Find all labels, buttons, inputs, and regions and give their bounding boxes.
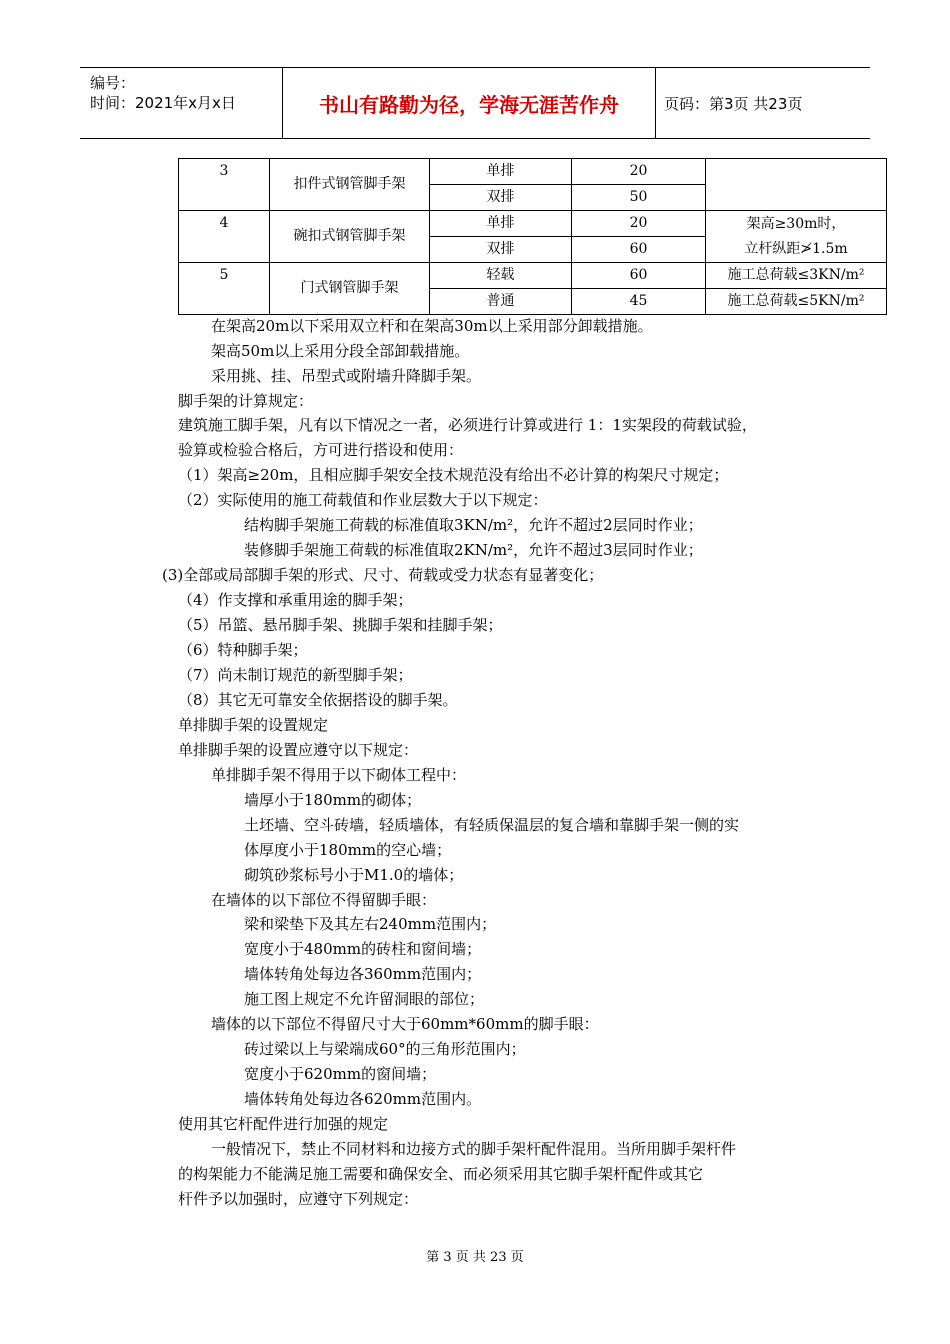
body-line: 体厚度小于180mm的空心墙； (244, 841, 452, 859)
body-line: 在墙体的以下部位不得留脚手眼： (211, 891, 437, 909)
body-line: 宽度小于480mm的砖柱和窗间墙； (244, 940, 482, 958)
body-line: 单排脚手架的设置应遵守以下规定： (178, 741, 419, 759)
scaffold-value: 45 (572, 289, 706, 315)
scaffold-type: 双排 (430, 185, 572, 211)
list-item: （6）特种脚手架； (178, 641, 308, 659)
section-heading: 使用其它杆配件进行加强的规定 (178, 1115, 389, 1133)
list-item: （4）作支撑和承重用途的脚手架； (178, 591, 413, 609)
scaffold-value: 50 (572, 185, 706, 211)
body-line: 采用挑、挂、吊型式或附墙升降脚手架。 (211, 367, 482, 385)
table-row (179, 159, 887, 185)
note-line: 立杆纵距≯1.5m (744, 240, 848, 257)
body-line: 施工图上规定不允许留洞眼的部位； (244, 990, 485, 1008)
body-line: 建筑施工脚手架，凡有以下情况之一者，必须进行计算或进行 1：1实架段的荷载试验， (178, 416, 757, 434)
list-item: (3)全部或局部脚手架的形式、尺寸、荷载或受力状态有显著变化； (162, 566, 604, 584)
scaffold-note: 施工总荷载≤3KN/m² (706, 263, 887, 289)
body-line: 墙体转角处每边各360mm范围内； (244, 965, 482, 983)
section-heading: 单排脚手架的设置规定 (178, 716, 329, 734)
row-number: 3 (179, 159, 270, 211)
body-line: 墙厚小于180mm的砌体； (244, 791, 422, 809)
scaffold-value: 60 (572, 263, 706, 289)
scaffold-value: 20 (572, 211, 706, 237)
scaffold-note: 施工总荷载≤5KN/m² (706, 289, 887, 315)
body-line: 墙体转角处每边各620mm范围内。 (244, 1090, 482, 1108)
scaffold-note (706, 211, 887, 263)
body-line: 在架高20m以下采用双立杆和在架高30m以上采用部分卸载措施。 (211, 317, 653, 335)
row-number: 5 (179, 263, 270, 315)
body-line: 墙体的以下部位不得留尺寸大于60mm*60mm的脚手眼： (211, 1015, 599, 1033)
scaffold-type: 普通 (430, 289, 572, 315)
body-line: 宽度小于620mm的窗间墙； (244, 1065, 437, 1083)
body-line: 验算或检验合格后，方可进行搭设和使用： (178, 441, 464, 459)
body-line: 架高50m以上采用分段全部卸载措施。 (211, 342, 470, 360)
body-line: 结构脚手架施工荷载的标准值取3KN/m²，允许不超过2层同时作业； (244, 516, 703, 534)
number-label: 编号： (90, 74, 136, 92)
scaffold-name: 碗扣式钢管脚手架 (270, 211, 430, 263)
body-line: 杆件予以加强时，应遵守下列规定： (178, 1190, 419, 1208)
header-meta (80, 68, 282, 138)
body-line: 装修脚手架施工荷载的标准值取2KN/m²，允许不超过3层同时作业； (244, 541, 703, 559)
page-header (80, 67, 870, 139)
time-label: 时间：2021年x月x日 (90, 94, 236, 112)
table-row (179, 211, 887, 237)
scaffold-type: 双排 (430, 237, 572, 263)
note-line: 架高≥30m时， (746, 215, 846, 232)
scaffold-type: 单排 (430, 211, 572, 237)
body-line: 一般情况下，禁止不同材料和边接方式的脚手架杆配件混用。当所用脚手架杆件 (211, 1140, 737, 1158)
section-heading: 脚手架的计算规定： (178, 392, 314, 410)
list-item: （1）架高≥20m，且相应脚手架安全技术规范没有给出不必计算的构架尺寸规定； (178, 466, 729, 484)
body-line: 梁和梁垫下及其左右240mm范围内； (244, 915, 497, 933)
scaffold-name: 扣件式钢管脚手架 (270, 159, 430, 211)
table-row (179, 263, 887, 289)
row-number: 4 (179, 211, 270, 263)
page-footer: 第 3 页 共 23 页 (426, 1250, 524, 1265)
scaffold-note (706, 159, 887, 211)
list-item: （8）其它无可靠安全依据搭设的脚手架。 (178, 691, 458, 709)
motto: 书山有路勤为径，学海无涯苦作舟 (282, 68, 656, 138)
body-line: 的构架能力不能满足施工需要和确保安全、而必须采用其它脚手架杆配件或其它 (178, 1165, 704, 1183)
scaffold-value: 20 (572, 159, 706, 185)
body-line: 砌筑砂浆标号小于M1.0的墙体； (244, 866, 464, 884)
scaffold-type: 轻载 (430, 263, 572, 289)
body-line: 土坯墙、空斗砖墙，轻质墙体，有轻质保温层的复合墙和靠脚手架一侧的实 (244, 816, 740, 834)
list-item: （2）实际使用的施工荷载值和作业层数大于以下规定： (178, 491, 548, 509)
body-line: 单排脚手架不得用于以下砌体工程中： (211, 766, 467, 784)
scaffold-table (178, 158, 887, 315)
page-info: 页码：第3页 共23页 (664, 94, 803, 113)
scaffold-type: 单排 (430, 159, 572, 185)
scaffold-name: 门式钢管脚手架 (270, 263, 430, 315)
list-item: （7）尚未制订规范的新型脚手架； (178, 666, 413, 684)
scaffold-value: 60 (572, 237, 706, 263)
list-item: （5）吊篮、悬吊脚手架、挑脚手架和挂脚手架； (178, 616, 503, 634)
body-line: 砖过梁以上与梁端成60°的三角形范围内； (244, 1040, 526, 1058)
